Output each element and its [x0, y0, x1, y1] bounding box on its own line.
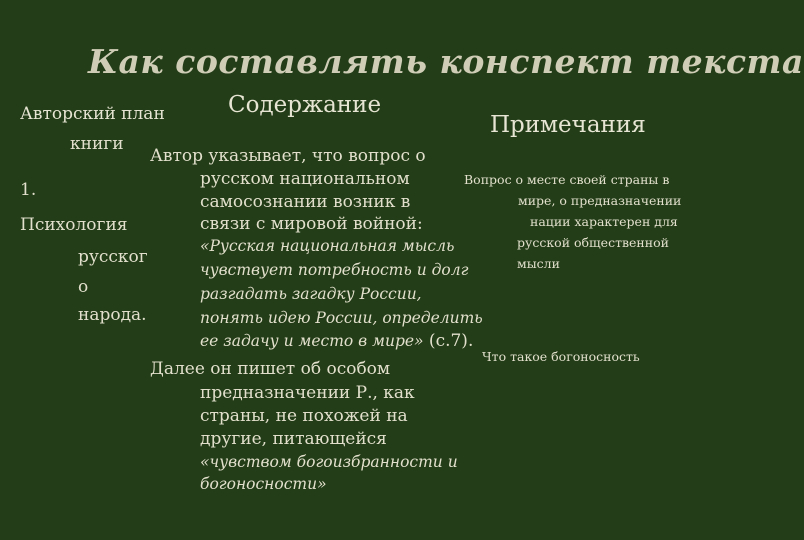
content-line: богоносности» — [200, 475, 327, 493]
content-line: чувствует потребность и долг — [200, 261, 469, 279]
note-line: нации характерен для — [530, 214, 678, 229]
column-header-notes: Примечания — [490, 112, 646, 138]
plan-line: народа. — [78, 305, 147, 325]
column-header-content: Содержание — [228, 92, 382, 118]
note-question: Что такое богоносность — [482, 349, 640, 364]
slide-title: Как составлять конспект текста — [88, 42, 804, 81]
plan-line: 1. — [20, 180, 37, 200]
content-line: понять идею России, определить — [200, 309, 483, 327]
plan-line: Психология — [20, 215, 128, 235]
content-line: другие, питающейся — [200, 429, 387, 449]
content-line: страны, не похожей на — [200, 406, 408, 426]
note-line: мире, о предназначении — [518, 193, 682, 208]
content-line: предназначении Р., как — [200, 383, 415, 403]
plan-line: книги — [70, 134, 124, 154]
content-line: «чувством богоизбранности и — [200, 453, 458, 471]
page-reference: (с.7). — [423, 331, 474, 351]
content-line: Автор указывает, что вопрос о — [150, 146, 426, 166]
content-line — [200, 331, 473, 351]
content-line: связи с мировой войной: — [200, 214, 423, 234]
note-line: мысли — [517, 256, 560, 271]
column-header-plan: Авторский план — [20, 104, 165, 124]
note-line: Вопрос о месте своей страны в — [464, 172, 670, 187]
content-line: самосознании возник в — [200, 192, 411, 212]
plan-line: русског — [78, 247, 148, 267]
plan-line: о — [78, 277, 89, 297]
content-line: Далее он пишет об особом — [150, 359, 391, 379]
content-line: «Русская национальная мысль — [200, 237, 455, 255]
note-line: русской общественной — [517, 235, 669, 250]
content-line: русском национальном — [200, 169, 410, 189]
quote-end: ее задачу и место в мире» — [200, 332, 424, 350]
content-line: разгадать загадку России, — [200, 285, 422, 303]
